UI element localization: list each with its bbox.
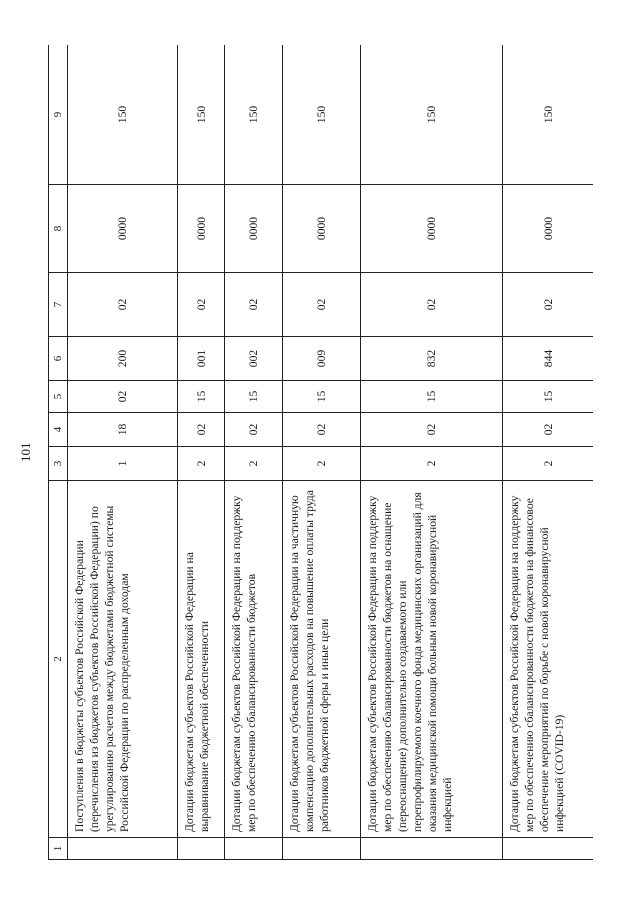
cell-name: Дотации бюджетам субъектов Российской Федерации на поддержку мер по обеспечению сбалансированности бюджетов на финансовое обеспечение мероприятий по борьбе с новой коронавирусной инфекцией (COVID-19) xyxy=(503,481,594,838)
table-row xyxy=(283,45,361,860)
column-header: 2 xyxy=(49,481,68,838)
cell-col8: 0000 xyxy=(178,185,225,273)
page-number: 101 xyxy=(18,442,33,462)
column-header: 8 xyxy=(49,185,68,273)
table-row xyxy=(178,45,225,860)
rotated-table-area xyxy=(48,45,593,860)
column-header: 1 xyxy=(49,838,68,860)
cell-col1 xyxy=(283,838,361,860)
cell-col3: 1 xyxy=(68,447,178,481)
cell-col7: 02 xyxy=(503,273,594,337)
column-header: 3 xyxy=(49,447,68,481)
cell-col9: 150 xyxy=(225,45,283,185)
budget-codes-table xyxy=(48,45,593,860)
cell-col6: 844 xyxy=(503,337,594,381)
table-row xyxy=(361,45,503,860)
cell-name: Дотации бюджетам субъектов Российской Федерации на выравнивание бюджетной обеспеченности xyxy=(178,481,225,838)
cell-col8: 0000 xyxy=(225,185,283,273)
cell-col3: 2 xyxy=(361,447,503,481)
cell-col5: 15 xyxy=(225,381,283,413)
cell-col4: 02 xyxy=(361,413,503,447)
cell-col7: 02 xyxy=(283,273,361,337)
cell-col6: 001 xyxy=(178,337,225,381)
cell-name: Дотации бюджетам субъектов Российской Федерации на частичную компенсацию дополнительных расходов на повышение оплаты труда работников бюджетной сферы и иные цели xyxy=(283,481,361,838)
cell-name: Поступления в бюджеты субъектов Российской Федерации (перечисления из бюджетов субъектов Российской Федерации) по урегулированию расчетов между бюджетами бюджетной системы Российской Федерации по распределенным доходам xyxy=(68,481,178,838)
table-row xyxy=(68,45,178,860)
column-header: 4 xyxy=(49,413,68,447)
cell-col9: 150 xyxy=(361,45,503,185)
cell-col3: 2 xyxy=(283,447,361,481)
cell-col8: 0000 xyxy=(503,185,594,273)
column-header: 5 xyxy=(49,381,68,413)
column-header: 6 xyxy=(49,337,68,381)
cell-col9: 150 xyxy=(68,45,178,185)
cell-col5: 15 xyxy=(283,381,361,413)
cell-col8: 0000 xyxy=(361,185,503,273)
table-row xyxy=(225,45,283,860)
cell-col8: 0000 xyxy=(68,185,178,273)
budget-table-wrapper xyxy=(48,45,593,860)
cell-col9: 150 xyxy=(503,45,594,185)
cell-col6: 009 xyxy=(283,337,361,381)
cell-col5: 15 xyxy=(178,381,225,413)
cell-col3: 2 xyxy=(503,447,594,481)
cell-col5: 15 xyxy=(503,381,594,413)
table-row xyxy=(503,45,594,860)
cell-col7: 02 xyxy=(225,273,283,337)
column-header: 9 xyxy=(49,45,68,185)
cell-col7: 02 xyxy=(68,273,178,337)
cell-col6: 832 xyxy=(361,337,503,381)
cell-col1 xyxy=(503,838,594,860)
cell-name: Дотации бюджетам субъектов Российской Федерации на поддержку мер по обеспечению сбалансированности бюджетов xyxy=(225,481,283,838)
cell-col3: 2 xyxy=(225,447,283,481)
cell-col7: 02 xyxy=(178,273,225,337)
cell-col4: 02 xyxy=(225,413,283,447)
table-header-row xyxy=(49,45,68,860)
cell-col6: 002 xyxy=(225,337,283,381)
cell-col5: 15 xyxy=(361,381,503,413)
cell-col8: 0000 xyxy=(283,185,361,273)
cell-col6: 200 xyxy=(68,337,178,381)
cell-col3: 2 xyxy=(178,447,225,481)
cell-col4: 02 xyxy=(503,413,594,447)
cell-col4: 02 xyxy=(178,413,225,447)
cell-col1 xyxy=(68,838,178,860)
cell-name: Дотации бюджетам субъектов Российской Федерации на поддержку мер по обеспечению сбалансированности бюджетов на оснащение (переоснащение) дополнительно создаваемого или перепрофилируемого коечного фонда медицинских организаций для оказания медицинской помощи больным новой коронавирусной инфекцией xyxy=(361,481,503,838)
cell-col4: 18 xyxy=(68,413,178,447)
cell-col9: 150 xyxy=(178,45,225,185)
cell-col9: 150 xyxy=(283,45,361,185)
cell-col5: 02 xyxy=(68,381,178,413)
cell-col4: 02 xyxy=(283,413,361,447)
cell-col7: 02 xyxy=(361,273,503,337)
cell-col1 xyxy=(225,838,283,860)
column-header: 7 xyxy=(49,273,68,337)
cell-col1 xyxy=(361,838,503,860)
cell-col1 xyxy=(178,838,225,860)
